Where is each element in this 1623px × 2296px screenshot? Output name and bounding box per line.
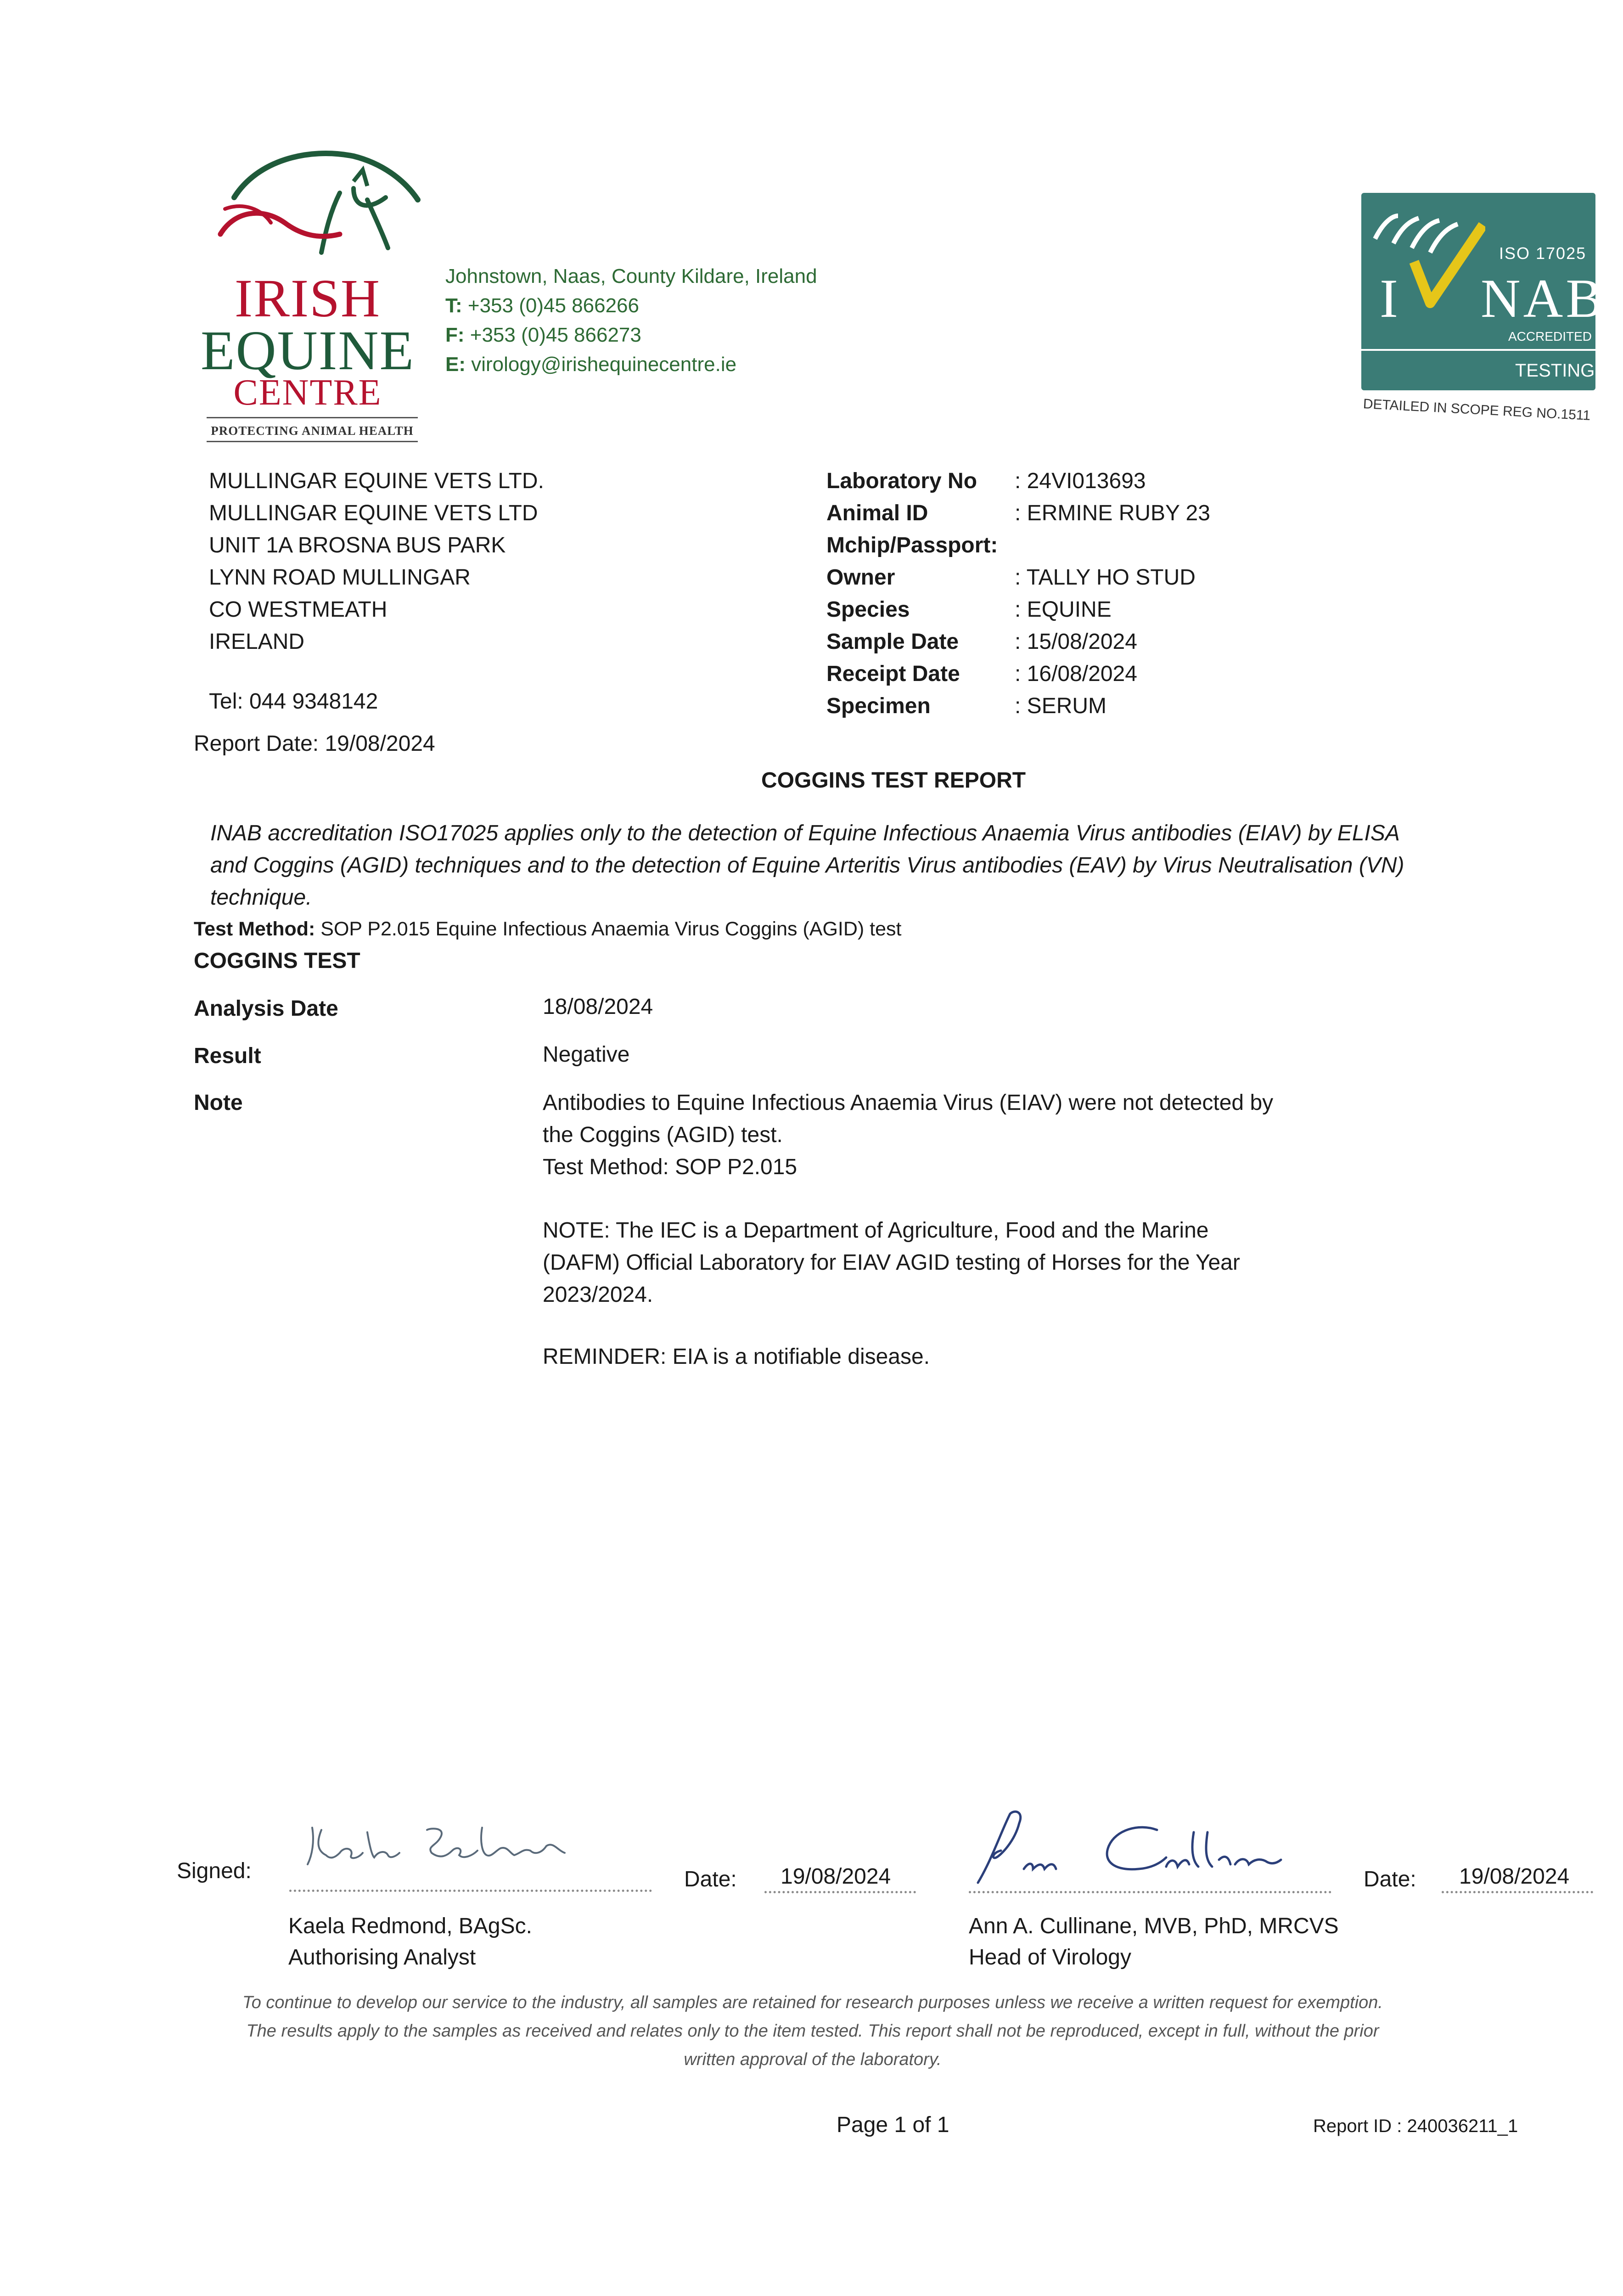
- sample-label: Owner: [826, 565, 895, 590]
- sample-value: : 24VI013693: [1015, 469, 1146, 493]
- signature-ann-cullinane: [964, 1805, 1286, 1892]
- note-label: Note: [194, 1091, 243, 1115]
- recipient-line: MULLINGAR EQUINE VETS LTD: [209, 501, 538, 525]
- irish-equine-centre-logo: [197, 142, 432, 445]
- result-value: Negative: [543, 1042, 630, 1067]
- analysis-date-label: Analysis Date: [194, 996, 338, 1021]
- sample-row: [826, 690, 1210, 722]
- recipient-address-block: [209, 465, 544, 658]
- footer-disclaimer: [216, 1988, 1410, 2074]
- inab-scope-text: DETAILED IN SCOPE REG NO.1511: [1363, 396, 1591, 423]
- sample-value: : ERMINE RUBY 23: [1015, 501, 1210, 525]
- report-date: Report Date: 19/08/2024: [194, 732, 435, 756]
- page-number: Page 1 of 1: [837, 2113, 949, 2137]
- inab-iso: ISO 17025: [1499, 244, 1587, 263]
- disclaimer-line: written approval of the laboratory.: [684, 2050, 942, 2069]
- date-value-left: 19/08/2024: [781, 1864, 891, 1889]
- inab-testing: TESTING: [1515, 360, 1595, 381]
- signature-line-left: [289, 1890, 652, 1892]
- horse-logo-icon: [216, 142, 427, 257]
- sample-row: [826, 465, 1210, 497]
- report-id: Report ID : 240036211_1: [1313, 2116, 1518, 2136]
- inab-name-rest: NAB: [1481, 268, 1606, 329]
- sample-row: [826, 658, 1210, 690]
- disclaimer-line: To continue to develop our service to the industry, all samples are retained for research purposes unless we receive a written request for exemption.: [242, 1993, 1383, 2012]
- note-line: Antibodies to Equine Infectious Anaemia Virus (EIAV) were not detected by: [543, 1091, 1274, 1115]
- inab-divider: [1361, 349, 1595, 351]
- recipient-line: CO WESTMEATH: [209, 597, 387, 622]
- logo-word-equine: EQUINE: [201, 320, 415, 382]
- recipient-line: LYNN ROAD MULLINGAR: [209, 565, 471, 590]
- sample-row: [826, 497, 1210, 529]
- inab-name-i: I: [1380, 268, 1398, 329]
- signer-role-left: Authorising Analyst: [288, 1945, 476, 1970]
- phone-key: T:: [445, 294, 462, 317]
- recipient-line: MULLINGAR EQUINE VETS LTD.: [209, 469, 544, 493]
- accreditation-line: technique.: [210, 885, 312, 910]
- sample-label: Receipt Date: [826, 662, 960, 686]
- sample-value: : EQUINE: [1015, 597, 1112, 622]
- sample-value: : 15/08/2024: [1015, 630, 1137, 654]
- fax-value: +353 (0)45 866273: [464, 324, 641, 346]
- analysis-date-value: 18/08/2024: [543, 995, 653, 1019]
- report-title: COGGINS TEST REPORT: [761, 768, 1026, 793]
- sample-row: [826, 626, 1210, 658]
- inab-accreditation-badge: [1361, 193, 1606, 390]
- logo-tagline-divider: [207, 417, 418, 418]
- accreditation-line: and Coggins (AGID) techniques and to the detection of Equine Arteritis Virus antibodies (EAV) by Virus Neutralisation (VN): [210, 853, 1404, 878]
- recipient-line: IRELAND: [209, 630, 305, 654]
- dafm-line: 2023/2024.: [543, 1283, 653, 1307]
- fax-key: F:: [445, 324, 465, 346]
- email-key: E:: [445, 353, 466, 376]
- contact-phone: [445, 291, 904, 321]
- sample-label: Sample Date: [826, 630, 959, 654]
- signed-label: Signed:: [177, 1859, 252, 1883]
- dafm-line: (DAFM) Official Laboratory for EIAV AGID testing of Horses for the Year: [543, 1250, 1240, 1275]
- test-method-value: SOP P2.015 Equine Infectious Anaemia Virus Coggins (AGID) test: [315, 918, 902, 940]
- contact-block: [445, 262, 904, 379]
- contact-address: Johnstown, Naas, County Kildare, Ireland: [445, 265, 817, 287]
- accreditation-statement: [210, 817, 1404, 914]
- logo-tagline: PROTECTING ANIMAL HEALTH: [211, 424, 414, 438]
- sample-label: Animal ID: [826, 501, 928, 525]
- date-line-right: [1442, 1891, 1593, 1893]
- inab-accredited: ACCREDITED: [1508, 329, 1592, 343]
- note-line: Test Method: SOP P2.015: [543, 1155, 797, 1179]
- contact-email: [445, 350, 904, 379]
- signature-kaela-redmond: [294, 1809, 588, 1874]
- sample-row: [826, 594, 1210, 626]
- sample-row: [826, 562, 1210, 594]
- logo-word-irish: IRISH: [234, 268, 381, 328]
- sample-value: : TALLY HO STUD: [1015, 565, 1196, 590]
- reminder-text: REMINDER: EIA is a notifiable disease.: [543, 1345, 930, 1369]
- handwritten-signature-ann: [964, 1805, 1286, 1892]
- logo-word-centre: CENTRE: [233, 372, 382, 413]
- sample-info-table: [826, 465, 1210, 722]
- sample-label: Species: [826, 597, 910, 622]
- accreditation-line: INAB accreditation ISO17025 applies only to the detection of Equine Infectious Anaemia Virus antibodies (EIAV) by ELISA: [210, 821, 1400, 845]
- date-value-right: 19/08/2024: [1459, 1864, 1570, 1889]
- sample-label: Specimen: [826, 694, 931, 718]
- email-value: virology@irishequinecentre.ie: [466, 353, 737, 376]
- dafm-note: [543, 1215, 1240, 1311]
- contact-fax: [445, 321, 904, 350]
- sample-value: : SERUM: [1015, 694, 1107, 718]
- handwritten-signature-kaela: [294, 1809, 588, 1874]
- sample-value: : 16/08/2024: [1015, 662, 1137, 686]
- date-line-left: [764, 1891, 916, 1893]
- recipient-tel: Tel: 044 9348142: [209, 689, 378, 714]
- test-method-label: Test Method:: [194, 918, 315, 940]
- disclaimer-line: The results apply to the samples as received and relates only to the item tested. This report shall not be reproduced, except in full, without the prior: [246, 2021, 1379, 2041]
- sample-row: [826, 529, 1210, 562]
- note-text: [543, 1087, 1273, 1183]
- signer-name-left: Kaela Redmond, BAgSc.: [288, 1914, 532, 1938]
- result-label: Result: [194, 1044, 261, 1068]
- sample-label: Mchip/Passport:: [826, 533, 998, 557]
- note-line: the Coggins (AGID) test.: [543, 1123, 783, 1147]
- logo-tagline-underline: [207, 441, 418, 442]
- section-title: COGGINS TEST: [194, 949, 360, 973]
- signer-role-right: Head of Virology: [969, 1945, 1131, 1970]
- sample-label: Laboratory No: [826, 469, 977, 493]
- dafm-line: NOTE: The IEC is a Department of Agriculture, Food and the Marine: [543, 1218, 1209, 1243]
- date-label-left: Date:: [684, 1867, 737, 1891]
- signer-name-right: Ann A. Cullinane, MVB, PhD, MRCVS: [969, 1914, 1339, 1938]
- signature-line-right: [969, 1891, 1331, 1893]
- test-method-line: [194, 915, 902, 943]
- date-label-right: Date:: [1364, 1867, 1416, 1891]
- recipient-line: UNIT 1A BROSNA BUS PARK: [209, 533, 506, 557]
- phone-value: +353 (0)45 866266: [462, 294, 639, 317]
